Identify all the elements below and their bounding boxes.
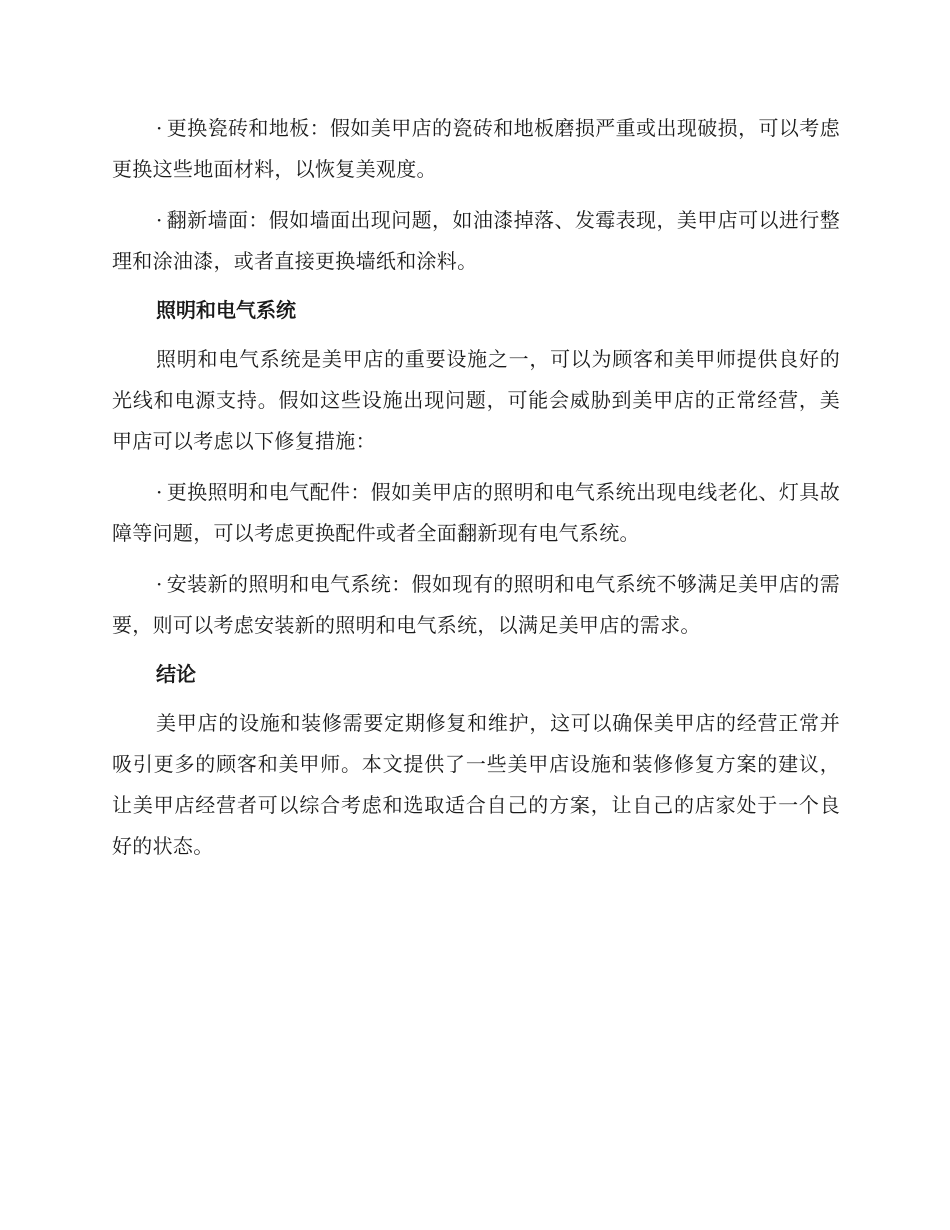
bullet-item-install-new-system: [112, 564, 840, 646]
document-page: [112, 108, 840, 867]
bullet-marker: ·: [156, 116, 163, 140]
bullet-marker: ·: [156, 208, 163, 232]
bullet-text: 安装新的照明和电气系统：假如现有的照明和电气系统不够满足美甲店的需要，则可以考虑安装新的照明和电气系统，以满足美甲店的需求。: [112, 572, 840, 637]
bullet-item-renovate-walls: [112, 200, 840, 282]
paragraph-lighting-intro: 照明和电气系统是美甲店的重要设施之一，可以为顾客和美甲师提供良好的光线和电源支持。假如这些设施出现问题，可能会威胁到美甲店的正常经营，美甲店可以考虑以下修复措施：: [112, 347, 840, 453]
section-heading-conclusion: 结论: [156, 662, 196, 686]
section-heading-lighting: 照明和电气系统: [156, 298, 296, 322]
bullet-item-replace-fittings: [112, 472, 840, 554]
bullet-text: 翻新墙面：假如墙面出现问题，如油漆掉落、发霉表现，美甲店可以进行整理和涂油漆，或者直接更换墙纸和涂料。: [112, 208, 840, 273]
bullet-marker: ·: [156, 480, 163, 504]
bullet-text: 更换瓷砖和地板：假如美甲店的瓷砖和地板磨损严重或出现破损，可以考虑更换这些地面材料，以恢复美观度。: [112, 116, 840, 181]
bullet-item-replace-tiles: [112, 108, 840, 190]
bullet-text: 更换照明和电气配件：假如美甲店的照明和电气系统出现电线老化、灯具故障等问题，可以考虑更换配件或者全面翻新现有电气系统。: [112, 480, 840, 545]
paragraph-conclusion: 美甲店的设施和装修需要定期修复和维护，这可以确保美甲店的经营正常并吸引更多的顾客和美甲师。本文提供了一些美甲店设施和装修修复方案的建议，让美甲店经营者可以综合考虑和选取适合自己的方案，让自己的店家处于一个良好的状态。: [112, 711, 840, 858]
bullet-marker: ·: [156, 572, 163, 596]
